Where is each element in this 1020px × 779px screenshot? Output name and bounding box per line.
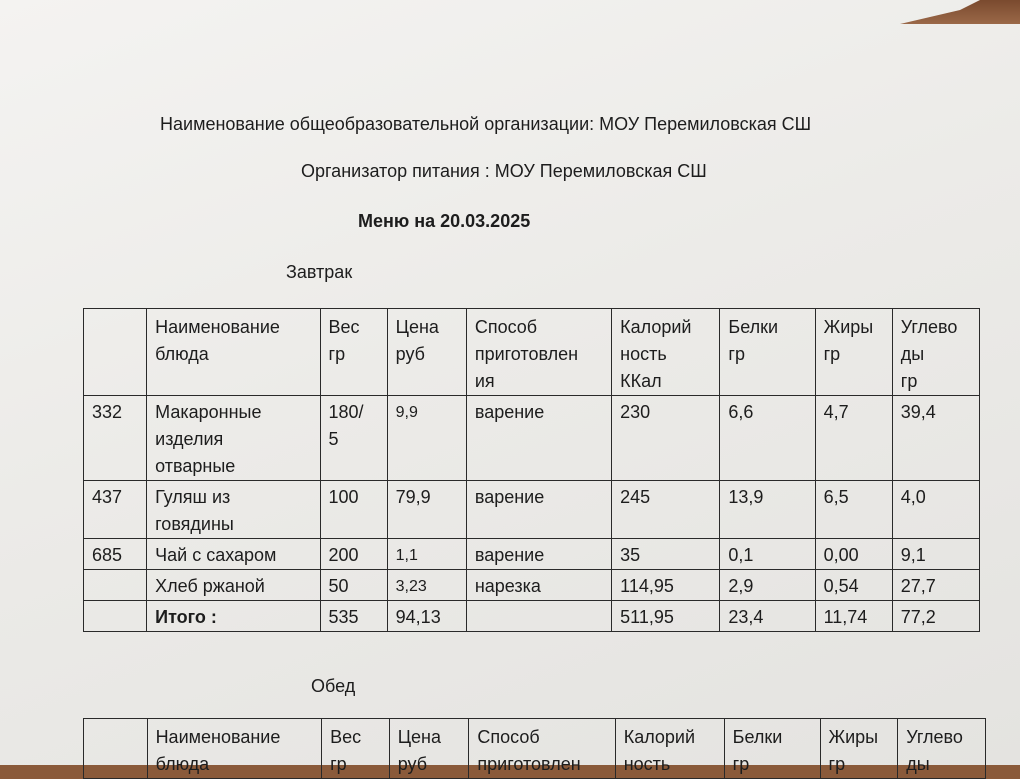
header-line: Вес [328, 317, 360, 337]
cell-carbs: 27,7 [892, 570, 979, 601]
cell-fat: 0,00 [815, 539, 892, 570]
cell-name: Хлеб ржаной [147, 570, 320, 601]
header-line: Жиры [828, 727, 879, 747]
cell-protein: 6,6 [720, 396, 815, 481]
cell-kcal: 230 [612, 396, 720, 481]
table-row [84, 396, 980, 481]
header-cell-kcal [615, 719, 724, 779]
header-line: гр [728, 344, 745, 364]
header-line: гр [328, 344, 346, 364]
header-cell-carbs [898, 719, 986, 779]
cell-kcal: 245 [612, 481, 720, 539]
cell-price: 1,1 [387, 539, 466, 570]
header-cell-protein [724, 719, 820, 779]
header-line: гр [732, 754, 750, 774]
cell-kcal: 114,95 [612, 570, 720, 601]
cell-kcal: 35 [612, 539, 720, 570]
total-kcal: 511,95 [612, 601, 720, 632]
cell-method: варение [466, 539, 611, 570]
header-cell-fat [820, 719, 898, 779]
header-line: ды [906, 754, 930, 774]
cell-fat: 0,54 [815, 570, 892, 601]
cell-code [84, 601, 147, 632]
header-line: ия [474, 371, 495, 391]
header-line: Наименование [155, 727, 281, 747]
weight-line: 5 [328, 429, 339, 449]
cell-price: 79,9 [387, 481, 466, 539]
cell-protein: 13,9 [720, 481, 815, 539]
name-line: Гуляш из [155, 487, 231, 507]
header-cell-fat [815, 309, 892, 396]
breakfast-header-row [84, 309, 980, 396]
header-line: блюда [155, 754, 210, 774]
header-line: блюда [155, 344, 209, 364]
header-cell-price [389, 719, 469, 779]
cell-method: варение [466, 481, 611, 539]
header-cell-kcal [612, 309, 720, 396]
header-line: гр [330, 754, 347, 774]
cell-weight: 200 [320, 539, 387, 570]
cell-code: 332 [84, 396, 147, 481]
header-line: гр [823, 344, 841, 364]
name-line: говядины [155, 514, 234, 534]
cell-protein: 0,1 [720, 539, 815, 570]
cell-code: 437 [84, 481, 147, 539]
header-line: приготовлен [474, 344, 579, 364]
organization-line: Наименование общеобразовательной организации: МОУ Перемиловская СШ [160, 114, 812, 134]
header-cell-weight [320, 309, 387, 396]
header-cell-method [466, 309, 611, 396]
header-line: ды [900, 344, 925, 364]
cell-weight: 100 [320, 481, 387, 539]
header-line: Цена [395, 317, 439, 337]
header-line: Способ [474, 317, 538, 337]
food-provider-line: Организатор питания : МОУ Перемиловская СШ [301, 161, 707, 181]
breakfast-heading: Завтрак [286, 262, 353, 282]
name-line: отварные [155, 456, 236, 476]
header-line: Наименование [155, 317, 280, 337]
cell-fat: 4,7 [815, 396, 892, 481]
breakfast-table [83, 308, 980, 632]
name-line: изделия [155, 429, 224, 449]
header-line: Белки [728, 317, 779, 337]
lunch-header-row [84, 719, 986, 779]
table-row [84, 570, 980, 601]
total-price: 94,13 [387, 601, 466, 632]
header-cell-method [469, 719, 615, 779]
header-line: гр [900, 371, 918, 391]
total-row [84, 601, 980, 632]
cell-carbs: 39,4 [892, 396, 979, 481]
header-cell-code [84, 719, 148, 779]
total-carbs: 77,2 [892, 601, 979, 632]
cell-method: нарезка [466, 570, 611, 601]
cell-name [147, 396, 320, 481]
header-line: Жиры [823, 317, 874, 337]
table-row [84, 481, 980, 539]
cell-code [84, 570, 147, 601]
total-label: Итого : [147, 601, 320, 632]
header-line: Калорий [620, 317, 692, 337]
header-cell-weight [322, 719, 390, 779]
total-fat: 11,74 [815, 601, 892, 632]
total-protein: 23,4 [720, 601, 815, 632]
header-cell-name [147, 719, 322, 779]
name-line: Макаронные [155, 402, 262, 422]
header-line: Калорий [623, 727, 696, 747]
lunch-table [83, 718, 986, 779]
table-row [84, 539, 980, 570]
header-line: Углево [900, 317, 958, 337]
header-line: ККал [620, 371, 662, 391]
menu-date-title: Меню на 20.03.2025 [358, 211, 531, 231]
header-line: руб [397, 754, 428, 774]
lunch-heading: Обед [311, 676, 356, 696]
cell-weight: 50 [320, 570, 387, 601]
cell-price: 3,23 [387, 570, 466, 601]
cell-weight [320, 396, 387, 481]
header-cell-code [84, 309, 147, 396]
cell-method: варение [466, 396, 611, 481]
cell-price: 9,9 [387, 396, 466, 481]
total-method [466, 601, 611, 632]
header-line: Способ [477, 727, 540, 747]
total-weight: 535 [320, 601, 387, 632]
cell-protein: 2,9 [720, 570, 815, 601]
header-line: Углево [906, 727, 963, 747]
cell-fat: 6,5 [815, 481, 892, 539]
header-line: ность [620, 344, 667, 364]
cell-name [147, 481, 320, 539]
weight-line: 180/ [328, 402, 364, 422]
header-line: руб [395, 344, 425, 364]
header-cell-price [387, 309, 466, 396]
header-line: Белки [732, 727, 783, 747]
header-line: Цена [397, 727, 441, 747]
header-cell-protein [720, 309, 815, 396]
cell-carbs: 4,0 [892, 481, 979, 539]
header-line: Вес [330, 727, 362, 747]
cell-name: Чай с сахаром [147, 539, 320, 570]
header-line: приготовлен [477, 754, 581, 774]
header-cell-carbs [892, 309, 979, 396]
header-cell-name [147, 309, 320, 396]
cell-code: 685 [84, 539, 147, 570]
header-line: гр [828, 754, 846, 774]
header-line: ность [623, 754, 671, 774]
cell-carbs: 9,1 [892, 539, 979, 570]
